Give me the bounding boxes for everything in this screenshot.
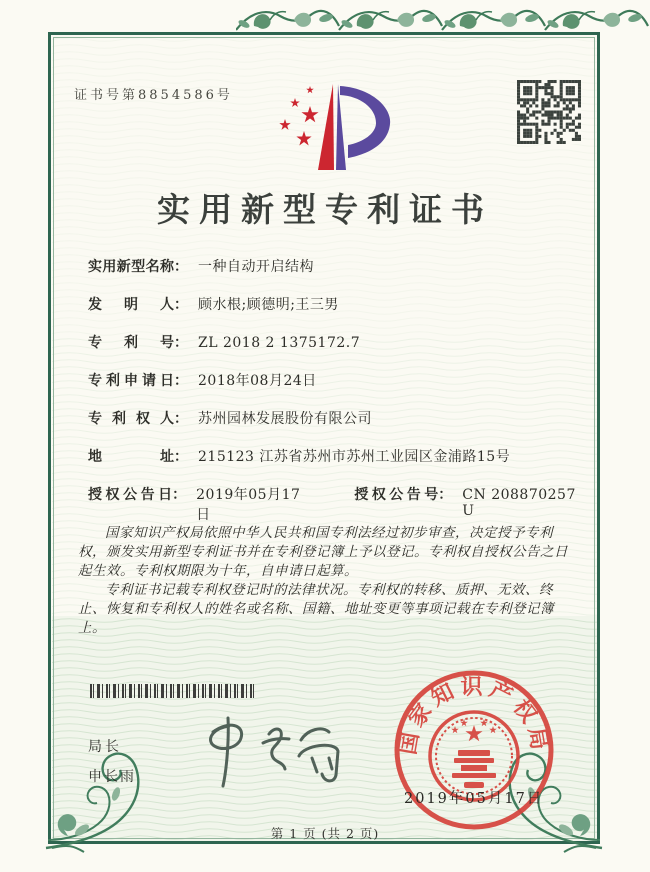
field-label: 授权公告号 <box>354 487 439 503</box>
field-value: CN 208870257 U <box>462 487 576 519</box>
certificate-title: 实用新型专利证书 <box>157 190 493 229</box>
field-row-patent-number: 专利号 ： ZL 2018 2 1375172.7 <box>88 332 590 370</box>
field-row-patentee: 专利权人 ： 苏州园林发展股份有限公司 <box>88 408 590 446</box>
legal-text <box>78 524 580 638</box>
field-grant-number: 授权公告号 ： CN 208870257 U <box>354 484 590 519</box>
barcode <box>90 684 256 698</box>
qr-code <box>517 80 581 144</box>
legal-paragraph-1: 国家知识产权局依照中华人民共和国专利法经过初步审查，决定授予专利权，颁发实用新型专利证书并在专利登记簿上予以登记。专利权自授权公告之日起生效。专利权期限为十年，自申请日起算。 <box>78 525 568 579</box>
field-value: 2019年05月17日 <box>196 487 301 523</box>
field-list <box>88 256 590 522</box>
field-value: 2018年08月24日 <box>198 373 317 389</box>
field-label: 地址 <box>88 449 174 465</box>
signature-icon <box>185 712 355 790</box>
field-row-grant-date: 授权公告日 ： 2019年05月17日 授权公告号 ： CN 208870257 U <box>88 484 590 522</box>
field-row-address: 地址 ： 215123 江苏省苏州市苏州工业园区金浦路15号 <box>88 446 590 484</box>
field-value: 215123 江苏省苏州市苏州工业园区金浦路15号 <box>198 449 511 465</box>
signer-title: 局长 <box>88 739 122 755</box>
signer-name: 申长雨 <box>88 769 136 785</box>
field-label: 专利申请日 <box>88 373 174 389</box>
field-label: 专利号 <box>88 335 174 351</box>
field-value: ZL 2018 2 1375172.7 <box>198 335 361 351</box>
top-ornament-band-icon <box>236 2 650 44</box>
certificate-number: 证书号第8854586号 <box>74 88 233 103</box>
field-label: 发明人 <box>88 297 174 313</box>
seal-text: 国家知识产权局 <box>394 674 554 757</box>
field-label: 实用新型名称 <box>88 259 174 275</box>
field-row-name: 实用新型名称 ： 一种自动开启结构 <box>88 256 590 294</box>
official-seal <box>388 664 560 836</box>
field-value: 苏州园林发展股份有限公司 <box>198 411 372 427</box>
cnipa-logo-icon <box>272 74 404 176</box>
field-value: 顾水根;顾德明;王三男 <box>198 297 339 313</box>
seal-date: 2019年05月17日 <box>404 791 544 807</box>
field-label: 授权公告日 <box>88 487 173 503</box>
field-value: 一种自动开启结构 <box>198 259 314 275</box>
legal-paragraph-2: 专利证书记载专利权登记时的法律状况。专利权的转移、质押、无效、终止、恢复和专利权人的姓名或名称、国籍、地址变更等事项记载在专利登记簿上。 <box>78 582 554 636</box>
field-row-inventors: 发明人 ： 顾水根;顾德明;王三男 <box>88 294 590 332</box>
svg-text:国家知识产权局 <box>395 674 553 756</box>
page-footer: 第 1 页 (共 2 页) <box>270 826 380 841</box>
field-label: 专利权人 <box>88 411 174 427</box>
field-row-filing-date: 专利申请日 ： 2018年08月24日 <box>88 370 590 408</box>
